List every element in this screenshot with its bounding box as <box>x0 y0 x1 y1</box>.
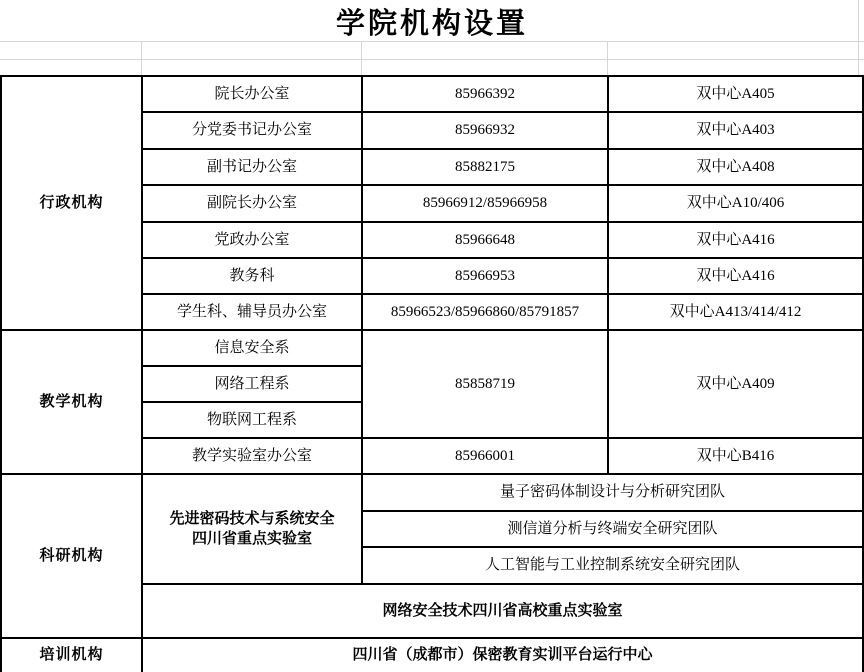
office-name-cell: 学生科、辅导员办公室 <box>142 294 362 330</box>
research-team-cell: 测信道分析与终端安全研究团队 <box>362 511 863 547</box>
key-lab-line2: 四川省重点实验室 <box>191 531 312 547</box>
key-lab-name-cell <box>142 474 362 584</box>
phone-cell: 85966648 <box>362 222 608 258</box>
phone-cell: 85882175 <box>362 149 608 185</box>
research-team-cell: 量子密码体制设计与分析研究团队 <box>362 474 863 511</box>
office-name-cell: 党政办公室 <box>142 222 362 258</box>
phone-cell: 85966392 <box>362 76 608 112</box>
gridline <box>141 41 142 75</box>
office-name-cell: 副书记办公室 <box>142 149 362 185</box>
office-name-cell: 教学实验室办公室 <box>142 438 362 474</box>
page-title: 学院机构设置 <box>335 7 528 40</box>
location-cell: 双中心A408 <box>608 149 863 185</box>
gridline <box>0 59 864 60</box>
gridline <box>858 0 859 75</box>
shared-phone-cell: 85858719 <box>362 330 608 438</box>
office-name-cell: 教务科 <box>142 258 362 294</box>
provincial-lab-cell: 网络安全技术四川省高校重点实验室 <box>142 584 863 638</box>
category-cell-training: 培训机构 <box>1 638 142 672</box>
department-name-cell: 网络工程系 <box>142 366 362 402</box>
table-row <box>1 474 863 511</box>
phone-cell: 85966953 <box>362 258 608 294</box>
table-row <box>1 76 863 112</box>
phone-cell: 85966523/85966860/85791857 <box>362 294 608 330</box>
location-cell: 双中心A405 <box>608 76 863 112</box>
gridline <box>607 41 608 75</box>
gridline <box>0 41 864 42</box>
phone-cell: 85966001 <box>362 438 608 474</box>
location-cell: 双中心B416 <box>608 438 863 474</box>
location-cell: 双中心A10/406 <box>608 185 863 222</box>
location-cell: 双中心A416 <box>608 258 863 294</box>
phone-cell: 85966932 <box>362 112 608 149</box>
training-center-cell: 四川省（成都市）保密教育实训平台运行中心 <box>142 638 863 672</box>
location-cell: 双中心A413/414/412 <box>608 294 863 330</box>
shared-location-cell: 双中心A409 <box>608 330 863 438</box>
category-cell-administrative: 行政机构 <box>1 76 142 330</box>
department-name-cell: 物联网工程系 <box>142 402 362 438</box>
table-row <box>1 330 863 366</box>
category-cell-teaching: 教学机构 <box>1 330 142 474</box>
organization-table <box>0 75 864 672</box>
gridline <box>361 41 362 75</box>
key-lab-line1: 先进密码技术与系统安全 <box>169 510 335 527</box>
category-cell-research: 科研机构 <box>1 474 142 638</box>
research-team-cell: 人工智能与工业控制系统安全研究团队 <box>362 547 863 584</box>
location-cell: 双中心A416 <box>608 222 863 258</box>
office-name-cell: 副院长办公室 <box>142 185 362 222</box>
location-cell: 双中心A403 <box>608 112 863 149</box>
phone-cell: 85966912/85966958 <box>362 185 608 222</box>
table-row <box>1 638 863 672</box>
department-name-cell: 信息安全系 <box>142 330 362 366</box>
office-name-cell: 院长办公室 <box>142 76 362 112</box>
office-name-cell: 分党委书记办公室 <box>142 112 362 149</box>
